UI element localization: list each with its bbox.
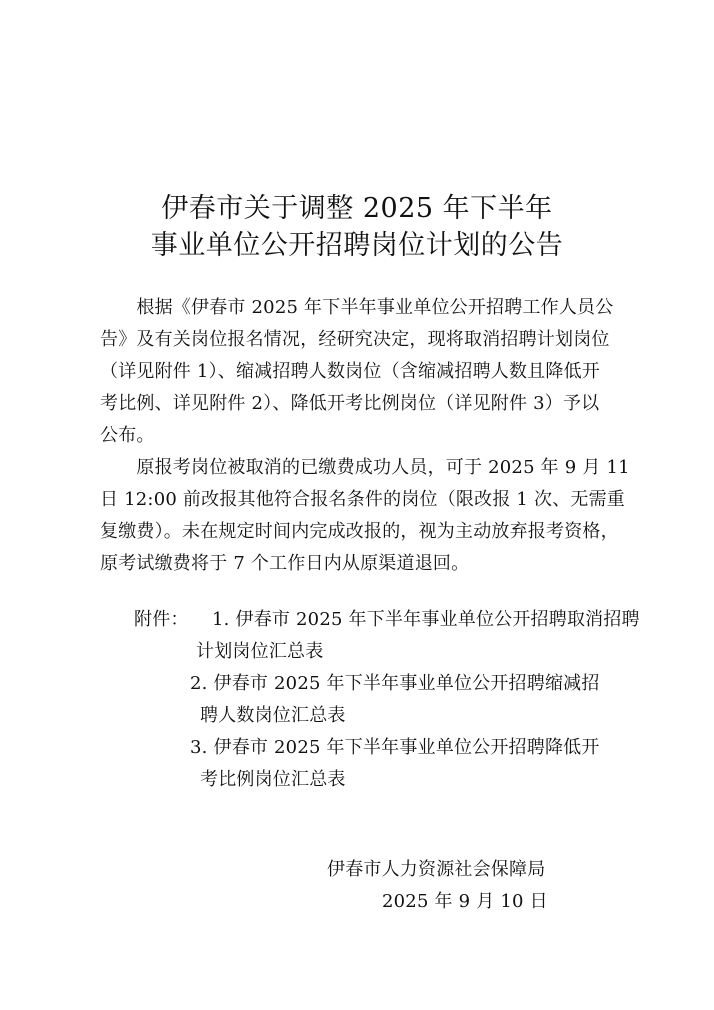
paragraph-1-line-1: 根据《伊春市 2025 年下半年事业单位公开招聘工作人员公 (100, 297, 614, 318)
attachment-1-line-2: 计划岗位汇总表 (196, 641, 324, 662)
document-title-line-1: 伊春市关于调整 2025 年下半年 (161, 193, 553, 224)
paragraph-1-line-2: 告》及有关岗位报名情况，经研究决定，现将取消招聘计划岗位 (100, 329, 610, 350)
attachment-1-line-1: 1. 伊春市 2025 年下半年事业单位公开招聘取消招聘 (212, 609, 640, 630)
issue-date: 2025 年 9 月 10 日 (382, 891, 548, 912)
paragraph-2-line-1: 原报考岗位被取消的已缴费成功人员，可于 2025 年 9 月 11 (100, 457, 630, 478)
issuing-organization: 伊春市人力资源社会保障局 (327, 859, 546, 880)
paragraph-1-line-3: （详见附件 1）、缩减招聘人数岗位（含缩减招聘人数且降低开 (100, 361, 600, 382)
paragraph-2-line-4: 原考试缴费将于 7 个工作日内从原渠道退回。 (100, 553, 470, 574)
attachment-2-line-1: 2. 伊春市 2025 年下半年事业单位公开招聘缩减招 (190, 673, 600, 694)
attachment-3-line-2: 考比例岗位汇总表 (200, 769, 346, 790)
attachment-3-line-1: 3. 伊春市 2025 年下半年事业单位公开招聘降低开 (190, 737, 600, 758)
attachment-2-line-2: 聘人数岗位汇总表 (200, 705, 346, 726)
paragraph-2-line-2: 日 12:00 前改报其他符合报名条件的岗位（限改报 1 次、无需重 (100, 489, 626, 510)
paragraph-2-line-3: 复缴费）。未在规定时间内完成改报的，视为主动放弃报考资格， (100, 521, 619, 542)
paragraph-1-line-5: 公布。 (100, 425, 155, 446)
paragraph-1-line-4: 考比例、详见附件 2）、降低开考比例岗位（详见附件 3）予以 (100, 393, 600, 414)
document-title-line-2: 事业单位公开招聘岗位计划的公告 (150, 230, 564, 261)
attachments-label: 附件： (134, 609, 189, 630)
